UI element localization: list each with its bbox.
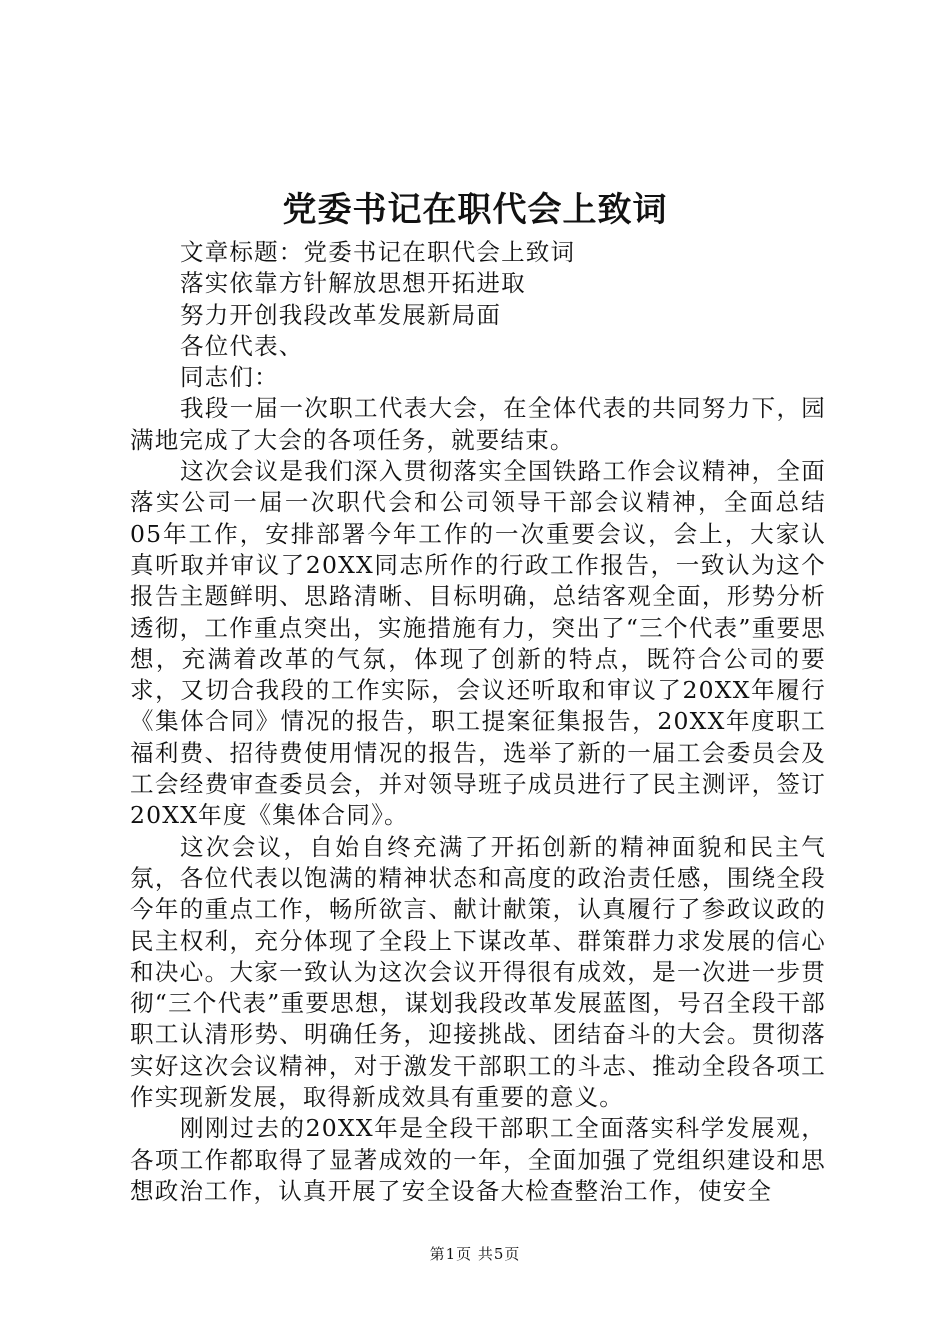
document-body [130,237,826,1207]
salutation-line-2: 同志们： [180,363,279,392]
paragraph-2: 这次会议是我们深入贯彻落实全国铁路工作会议精神，全面落实公司一届一次职代会和公司领导干部会议精神，全面总结05年工作，安排部署今年工作的一次重要会议，会上，大家认真听取并审议了20XX同志所作的行政工作报告，一致认为这个报告主题鲜明、思路清晰、目标明确，总结客观全面，形势分析透彻，工作重点突出，实施措施有力，突出了“三个代表”重要思想，充满着改革的气氛，体现了创新的特点，既符合公司的要求，又切合我段的工作实际，会议还听取和审议了20XX年履行《集体合同》情况的报告，职工提案征集报告，20XX年度职工福利费、招待费使用情况的报告，选举了新的一届工会委员会及工会经费审查委员会，并对领导班子成员进行了民主测评，签订20XX年度《集体合同》。 [130,457,826,830]
subtitle-line-1: 落实依靠方针解放思想开拓进取 [180,269,526,298]
paragraph-4: 刚刚过去的20XX年是全段干部职工全面落实科学发展观，各项工作都取得了显著成效的一年，全面加强了党组织建设和思想政治工作，认真开展了安全设备大检查整治工作，使安全 [130,1114,826,1205]
page-number-footer: 第1页 共5页 [429,1245,521,1263]
paragraph-1: 我段一届一次职工代表大会，在全体代表的共同努力下，园满地完成了大会的各项任务，就要结束。 [130,394,826,454]
article-title-line: 文章标题：党委书记在职代会上致词 [180,238,576,266]
document-title: 党委书记在职代会上致词 [282,190,668,230]
paragraph-3: 这次会议，自始自终充满了开拓创新的精神面貌和民主气氛，各位代表以饱满的精神状态和高度的政治责任感，围绕全段今年的重点工作，畅所欲言、献计献策，认真履行了参政议政的民主权利，充分体现了全段上下谋改革、群策群力求发展的信心和决心。大家一致认为这次会议开得很有成效，是一次进一步贯彻“三个代表”重要思想，谋划我段改革发展蓝图，号召全段干部职工认清形势、明确任务，迎接挑战、团结奋斗的大会。贯彻落实好这次会议精神，对于激发干部职工的斗志、推动全段各项工作实现新发展，取得新成效具有重要的意义。 [130,832,826,1112]
salutation-line-1: 各位代表、 [180,331,304,360]
subtitle-line-2: 努力开创我段改革发展新局面 [180,300,502,329]
